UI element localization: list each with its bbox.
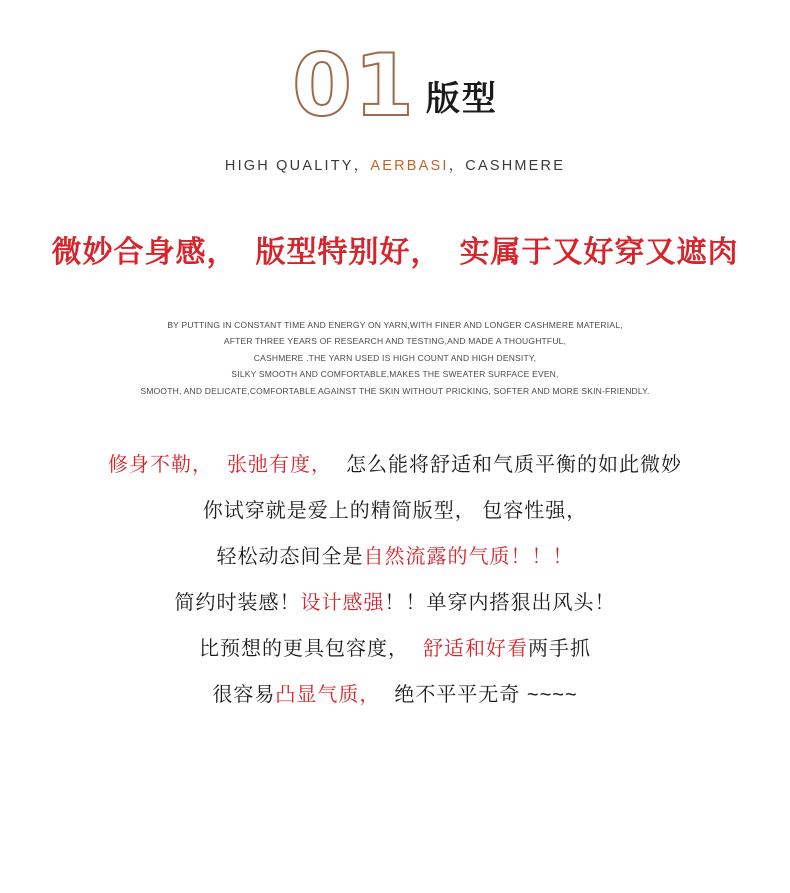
body-line-2: 你试穿就是爱上的精简版型， 包容性强， [202, 499, 588, 522]
body-line-1 [0, 442, 790, 488]
body-line-4-b: ！！单穿内搭狠出风头！ [384, 591, 616, 614]
page-title: 版型 [425, 79, 498, 118]
section-header [0, 36, 790, 136]
section-number: 01 [292, 36, 416, 136]
english-subtitle-after: ，CASHMERE [448, 157, 566, 174]
english-paragraph [0, 317, 790, 400]
body-line-5-b: 两手抓 [528, 637, 591, 660]
body-line-3-black: 轻松动态间全是 [216, 545, 364, 568]
headline-part-1: 微妙合身感， [51, 235, 238, 269]
body-line-1-red-b: 张弛有度， [227, 453, 332, 476]
body-line-6 [0, 672, 790, 718]
body-line-1-black: 怎么能将舒适和气质平衡的如此微妙 [346, 453, 682, 476]
body-line-4-red: 设计感强 [300, 591, 385, 614]
body-line-6-b: 绝不平平无奇 ~~~~ [394, 683, 578, 706]
brand-name: AERBASI [370, 157, 449, 174]
english-subtitle [0, 154, 790, 175]
headline-part-2: 版型特别好， [255, 235, 442, 269]
body-line-5-a: 比预想的更具包容度， [199, 637, 409, 660]
product-detail-page [0, 36, 790, 893]
english-subtitle-before: HIGH QUALITY， [224, 157, 371, 174]
body-line-5 [0, 626, 790, 672]
body-line-5-red: 舒适和好看 [423, 637, 528, 660]
english-paragraph-line: SMOOTH, AND DELICATE,COMFORTABLE AGAINST THE SKIN WITHOUT PRICKING, SOFTER AND MORE SKIN-FRIENDLY. [140, 385, 650, 396]
body-line-6-red: 凸显气质， [275, 683, 381, 706]
english-paragraph-line: CASHMERE .THE YARN USED IS HIGH COUNT AND HIGH DENSITY, [253, 352, 537, 363]
body-line-4-a: 简约时装感！ [174, 591, 301, 614]
body-line-1-red-a: 修身不勒， [108, 453, 213, 476]
body-line-3 [0, 534, 790, 580]
chinese-body [0, 442, 790, 718]
body-line-3-red: 自然流露的气质！！！ [363, 545, 574, 568]
english-paragraph-line: SILKY SMOOTH AND COMFORTABLE,MAKES THE SWEATER SURFACE EVEN, [231, 369, 559, 380]
english-paragraph-line: BY PUTTING IN CONSTANT TIME AND ENERGY ON YARN,WITH FINER AND LONGER CASHMERE MATERIAL, [167, 319, 623, 330]
headline-part-3: 实属于又好穿又遮肉 [459, 235, 739, 269]
body-line-4 [0, 580, 790, 626]
body-line-6-a: 很容易 [212, 683, 276, 706]
headline [0, 227, 790, 271]
english-paragraph-line: AFTER THREE YEARS OF RESEARCH AND TESTING,AND MADE A THOUGHTFUL, [223, 336, 567, 347]
